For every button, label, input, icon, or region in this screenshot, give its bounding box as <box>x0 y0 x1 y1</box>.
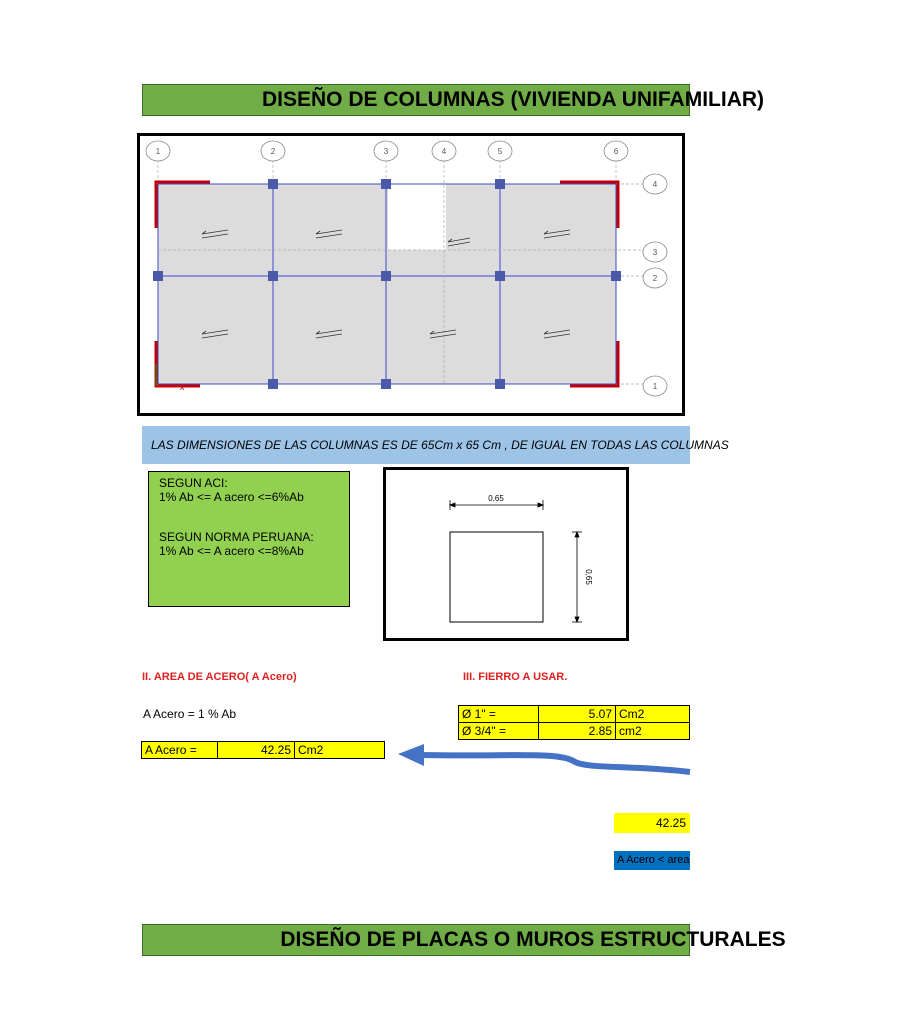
walls-title-banner <box>142 924 786 956</box>
peru-title: SEGUN NORMA PERUANA: <box>159 530 314 544</box>
grid-label-right: 4 <box>652 180 658 189</box>
grid-label-top: 3 <box>383 147 389 156</box>
rebar-section-title: III. FIERRO A USAR. <box>463 671 568 683</box>
check-value-cell <box>614 813 690 833</box>
grid-label-top: 5 <box>497 147 503 156</box>
columns-title: DISEÑO DE COLUMNAS (VIVIENDA UNIFAMILIAR) <box>261 88 765 111</box>
floor-plan <box>140 136 682 413</box>
grid-label-top: 4 <box>441 147 447 156</box>
dimension-note-bar <box>142 426 729 464</box>
svg-text:x: x <box>180 382 185 392</box>
area-formula: A Acero = 1 % Ab <box>143 707 237 721</box>
columns-title-banner <box>142 84 765 116</box>
slab-opening <box>388 184 446 250</box>
grid-label-top: 1 <box>155 147 161 156</box>
floor-plan-frame <box>137 133 685 416</box>
height-dimension-label: 0,65 <box>584 569 593 585</box>
check-label: A Acero < area <box>617 854 690 866</box>
rebar-unit-cell: Cm2 <box>615 705 690 723</box>
area-section-title: II. AREA DE ACERO( A Acero) <box>142 671 297 683</box>
column-section-drawing <box>386 470 626 638</box>
rebar-label-cell: Ø 3/4" = <box>458 722 539 740</box>
grid-bubbles-right <box>643 174 667 396</box>
grid-label-top: 2 <box>270 147 276 156</box>
dimension-note: LAS DIMENSIONES DE LAS COLUMNAS ES DE 65Cm x 65 Cm , DE IGUAL EN TODAS LAS COLUMNAS <box>151 438 729 452</box>
rebar-label-cell: Ø 1" = <box>458 705 539 723</box>
aci-title: SEGUN ACI: <box>159 476 228 490</box>
area-label-cell: A Acero = <box>141 741 218 759</box>
grid-label-right: 2 <box>652 274 658 283</box>
aci-rule: 1% Ab <= A acero <=6%Ab <box>159 490 304 504</box>
grid-label-right: 3 <box>652 248 658 257</box>
slab-area <box>158 184 616 384</box>
grid-label-right: 1 <box>652 382 658 391</box>
rebar-value-cell: 5.07 <box>538 705 616 723</box>
width-dimension-label: 0,65 <box>488 494 504 503</box>
blue-arrow <box>390 735 690 785</box>
peru-rule: 1% Ab <= A acero <=8%Ab <box>159 544 304 558</box>
check-label-cell <box>614 851 690 870</box>
walls-title: DISEÑO DE PLACAS O MUROS ESTRUCTURALES <box>280 928 786 951</box>
rebar-value-cell: 2.85 <box>538 722 616 740</box>
rebar-unit-cell: cm2 <box>615 722 690 740</box>
steel-criteria-box <box>148 471 350 607</box>
column-section-frame <box>383 467 629 641</box>
check-value: 42.25 <box>656 816 687 830</box>
area-value-cell: 42.25 <box>217 741 295 759</box>
area-unit-cell: Cm2 <box>294 741 385 759</box>
grid-label-top: 6 <box>613 147 619 156</box>
